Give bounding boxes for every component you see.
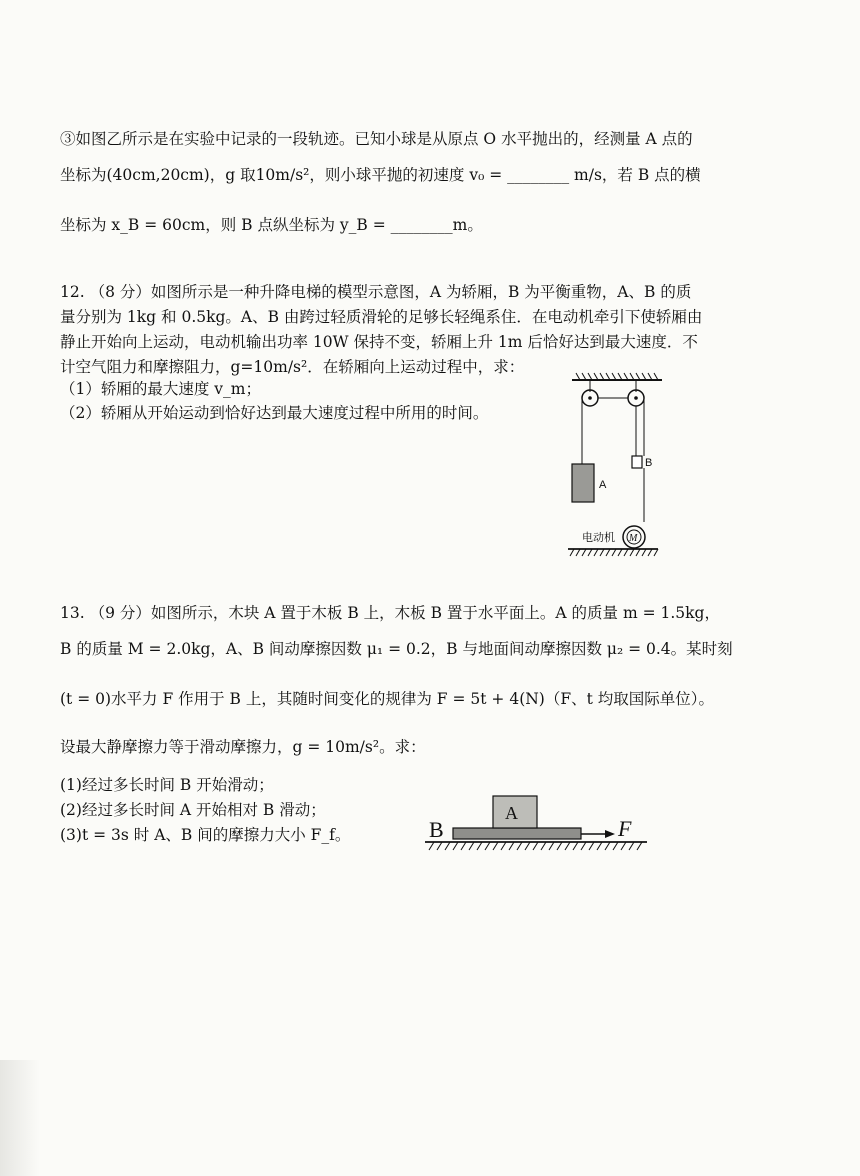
- q13-subquestion-1: (1)经过多长时间 B 开始滑动；: [60, 776, 274, 794]
- label-a: A: [505, 803, 518, 823]
- q13-line-3: (t = 0)水平力 F 作用于 B 上，其随时间变化的规律为 F = 5t + 4(N)（F、t 均取国际单位）。: [60, 690, 715, 708]
- q12-subquestion-2: （2）轿厢从开始运动到恰好达到最大速度过程中所用的时间。: [60, 404, 489, 422]
- q13-subquestion-3: (3)t = 3s 时 A、B 间的摩擦力大小 F_f。: [60, 826, 351, 844]
- q11-line-1: ③如图乙所示是在实验中记录的一段轨迹。已知小球是从原点 O 水平抛出的，经测量 A 点的: [60, 130, 693, 148]
- q13-line-4: 设最大静摩擦力等于滑动摩擦力，g = 10m/s²。求：: [60, 738, 426, 756]
- label-b: B: [645, 457, 653, 469]
- block-board-diagram: [425, 790, 655, 856]
- scan-shadow: [0, 1060, 40, 1176]
- q12-line-3: 静止开始向上运动，电动机输出功率 10W 保持不变，轿厢上升 1m 后恰好达到最大速度．不: [60, 333, 698, 351]
- elevator-diagram: [560, 372, 670, 562]
- q13-line-1: 13. （9 分）如图所示，木块 A 置于木板 B 上，木板 B 置于水平面上。A 的质量 m = 1.5kg，: [60, 604, 720, 622]
- label-f: F: [618, 816, 632, 841]
- q12-line-1: 12. （8 分）如图所示是一种升降电梯的模型示意图，A 为轿厢，B 为平衡重物，A、B 的质: [60, 283, 692, 301]
- elevator-car-a: [572, 464, 594, 502]
- label-a: A: [599, 479, 607, 491]
- counterweight-b: [632, 456, 642, 468]
- q13-subquestion-2: (2)经过多长时间 A 开始相对 B 滑动；: [60, 801, 326, 819]
- label-b: B: [429, 817, 444, 842]
- q12-line-4: 计空气阻力和摩擦阻力，g=10m/s²．在轿厢向上运动过程中，求：: [60, 358, 525, 376]
- q12-subquestion-1: （1）轿厢的最大速度 v_m；: [60, 380, 261, 398]
- motor-symbol: M: [629, 533, 638, 544]
- motor-label: 电动机: [582, 531, 615, 544]
- q11-line-3: 坐标为 x_B = 60cm，则 B 点纵坐标为 y_B = ________m。: [60, 216, 483, 234]
- q12-line-2: 量分别为 1kg 和 0.5kg。A、B 由跨过轻质滑轮的足够长轻绳系住．在电动机牵引下使轿厢由: [60, 308, 703, 326]
- q11-line-2: 坐标为(40cm,20cm)，g 取10m/s²，则小球平抛的初速度 v₀ = ________ m/s，若 B 点的横: [60, 166, 701, 184]
- board-b: [453, 828, 581, 839]
- q13-line-2: B 的质量 M = 2.0kg，A、B 间动摩擦因数 μ₁ = 0.2，B 与地面间动摩擦因数 μ₂ = 0.4。某时刻: [60, 640, 733, 658]
